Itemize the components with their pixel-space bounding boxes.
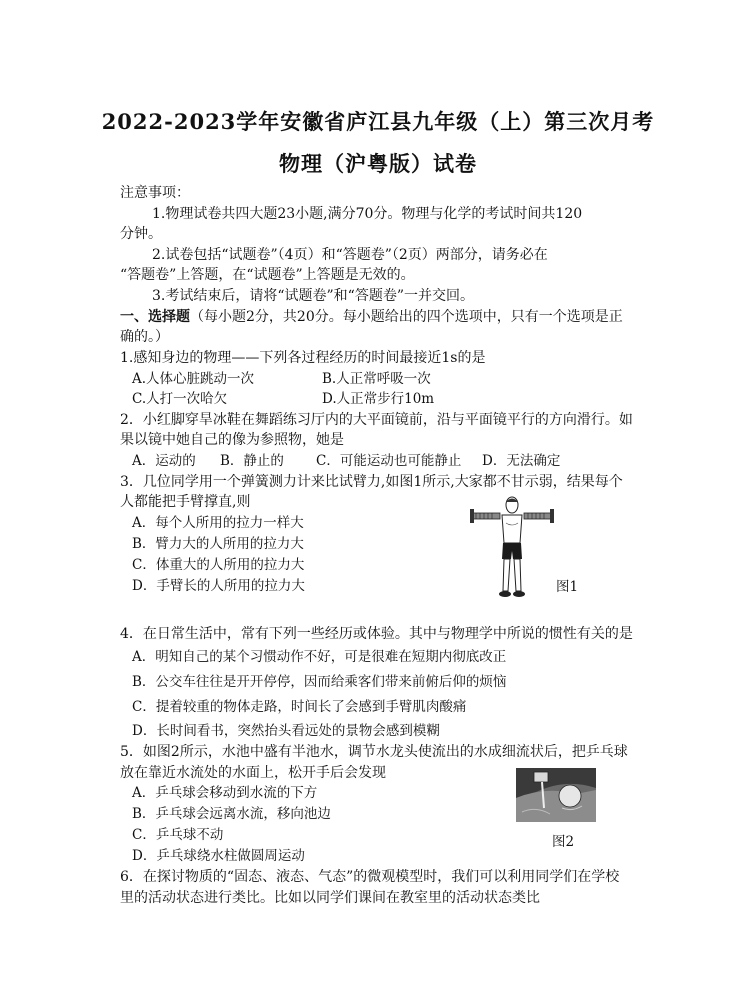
section-desc-line2: 确的。） bbox=[120, 329, 169, 345]
figure-1-left-leg bbox=[503, 559, 510, 591]
section-desc-line1 bbox=[120, 308, 623, 326]
q3-option-c: C．体重大的人所用的拉力大 bbox=[132, 557, 305, 573]
q1-stem: 1.感知身边的物理——下列各过程经历的时间最接近1s的是 bbox=[120, 350, 486, 366]
figure-2-label: 图2 bbox=[552, 834, 575, 850]
q5-option-d: D．乒乓球绕水柱做圆周运动 bbox=[132, 848, 305, 864]
notice-item-1a: 1.物理试卷共四大题23小题,满分70分。物理与化学的考试时间共120 bbox=[152, 206, 583, 222]
q4-stem: 4．在日常生活中，常有下列一些经历或体验。其中与物理学中所说的惯性有关的是 bbox=[120, 626, 633, 642]
figure-1-spring-exerciser-illustration bbox=[470, 495, 554, 603]
figure-2-water-basin-photo bbox=[516, 768, 596, 822]
figure-1-left-shoe bbox=[499, 591, 511, 597]
figure-1-right-shoe bbox=[513, 591, 525, 597]
q3-stem-b: 人都能把手臂撑直,则 bbox=[120, 494, 251, 510]
figure-1-left-handle bbox=[470, 509, 474, 523]
q4-option-b: B．公交车往往是开开停停，因而给乘客们带来前俯后仰的烦恼 bbox=[132, 674, 507, 690]
notice-heading: 注意事项： bbox=[120, 185, 190, 201]
notice-item-1b: 分钟。 bbox=[120, 226, 162, 242]
q2-stem-a: 2．小红脚穿旱冰鞋在舞蹈练习厅内的大平面镜前，沿与平面镜平行的方向滑行。如 bbox=[120, 412, 633, 428]
notice-item-2a: 2.试卷包括“试题卷”（4页）和“答题卷”（2页）两部分，请务必在 bbox=[152, 247, 548, 263]
notice-item-2b: “答题卷”上答题，在“试题卷”上答题是无效的。 bbox=[120, 267, 415, 283]
q4-option-a: A．明知自己的某个习惯动作不好，可是很难在短期内彻底改正 bbox=[132, 649, 507, 665]
q3-stem-a: 3．几位同学用一个弹簧测力计来比试臂力,如图1所示,大家都不甘示弱，结果每个 bbox=[120, 474, 623, 490]
q2-stem-b: 果以镜中她自己的像为参照物，她是 bbox=[120, 432, 344, 448]
figure-1-right-handle bbox=[550, 509, 554, 523]
q4-option-d: D．长时间看书，突然抬头看远处的景物会感到模糊 bbox=[132, 723, 440, 739]
q3-option-a: A．每个人所用的拉力一样大 bbox=[132, 515, 304, 531]
q3-option-b: B．臂力大的人所用的拉力大 bbox=[132, 536, 304, 552]
q1-option-d: D.人正常步行10m bbox=[322, 391, 435, 407]
q5-option-a: A．乒乓球会移动到水流的下方 bbox=[132, 785, 318, 801]
page-title: 2022-2023学年安徽省庐江县九年级（上）第三次月考 bbox=[101, 109, 655, 134]
q6-stem-a: 6．在探讨物质的“固态、液态、气态”的微观模型时，我们可以利用同学们在学校 bbox=[120, 869, 620, 885]
figure-2-ping-pong-ball bbox=[559, 785, 581, 807]
figure-1-torso bbox=[502, 515, 522, 543]
q4-option-c: C．提着较重的物体走路，时间长了会感到手臂肌肉酸痛 bbox=[132, 699, 467, 715]
figure-1-right-leg bbox=[514, 559, 521, 591]
figure-1-label: 图1 bbox=[556, 579, 579, 595]
q1-option-b: B.人正常呼吸一次 bbox=[322, 371, 431, 387]
q5-stem-b: 放在靠近水流处的水面上，松开手后会发现 bbox=[120, 765, 386, 781]
section-desc-a: （每小题2分，共20分。每小题给出的四个选项中，只有一个选项是正 bbox=[190, 309, 623, 325]
figure-1-shorts bbox=[502, 543, 522, 559]
figure-2-faucet bbox=[534, 772, 548, 782]
q6-stem-b: 里的活动状态进行类比。比如以同学们课间在教室里的活动状态类比 bbox=[120, 890, 540, 906]
q2-option-c: C．可能运动也可能静止 bbox=[316, 453, 462, 469]
q1-option-a: A.人体心脏跳动一次 bbox=[132, 371, 255, 387]
q2-option-b: B．静止的 bbox=[220, 453, 284, 469]
section-heading: 一、选择题 bbox=[120, 309, 190, 325]
q3-option-d: D．手臂长的人所用的拉力大 bbox=[132, 578, 305, 594]
page-subtitle: 物理（沪粤版）试卷 bbox=[279, 151, 477, 176]
q2-option-a: A．运动的 bbox=[132, 453, 196, 469]
q5-option-b: B．乒乓球会远离水流，移向池边 bbox=[132, 806, 331, 822]
q2-option-d: D．无法确定 bbox=[482, 453, 561, 469]
q1-option-c: C.人打一次哈欠 bbox=[132, 391, 228, 407]
q5-option-c: C．乒乓球不动 bbox=[132, 827, 224, 843]
notice-item-3: 3.考试结束后，请将“试题卷”和“答题卷”一并交回。 bbox=[152, 288, 474, 304]
q5-stem-a: 5．如图2所示，水池中盛有半池水，调节水龙头使流出的水成细流状后，把乒乓球 bbox=[120, 744, 628, 760]
